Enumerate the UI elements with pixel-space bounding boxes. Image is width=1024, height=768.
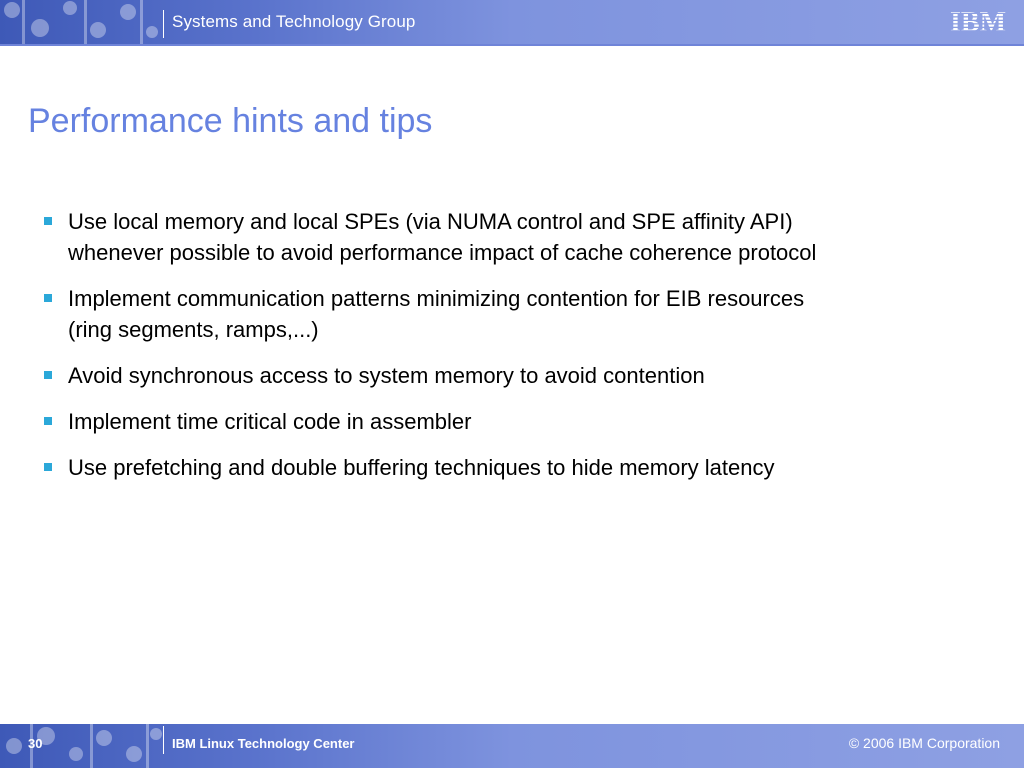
footer-band [0,724,1024,768]
header-pattern [0,0,170,44]
bullet-text: Implement time critical code in assembler [68,409,472,434]
bullet-list [44,206,824,498]
bullet-item [44,283,824,345]
bullet-square-icon [44,417,52,425]
page-number: 30 [28,736,43,751]
bullet-text: Use local memory and local SPEs (via NUMA control and SPE affinity API) whenever possible to avoid performance impact of cache coherence protocol [68,209,817,265]
header-divider [163,10,164,38]
group-label: Systems and Technology Group [172,12,416,31]
bullet-square-icon [44,217,52,225]
bullet-text: Implement communication patterns minimizing contention for EIB resources (ring segments, ramps,...) [68,286,805,342]
bullet-item [44,406,824,437]
bullet-item [44,360,824,391]
copyright: © 2006 IBM Corporation [848,735,1000,751]
bullet-item [44,206,824,268]
bullet-item [44,452,824,483]
bullet-square-icon [44,371,52,379]
header-band [0,0,1024,44]
ibm-logo-text: IBM [950,7,1006,35]
slide-title: Performance hints and tips [28,102,433,140]
bullet-square-icon [44,294,52,302]
footer-pattern [0,724,170,768]
ibm-logo [944,7,1012,35]
bullet-square-icon [44,463,52,471]
bullet-text: Avoid synchronous access to system memory to avoid contention [68,363,705,388]
header-rule [0,44,1024,46]
footer-divider [163,726,164,754]
bullet-text: Use prefetching and double buffering techniques to hide memory latency [68,455,775,480]
footer-center-label: IBM Linux Technology Center [172,736,355,751]
